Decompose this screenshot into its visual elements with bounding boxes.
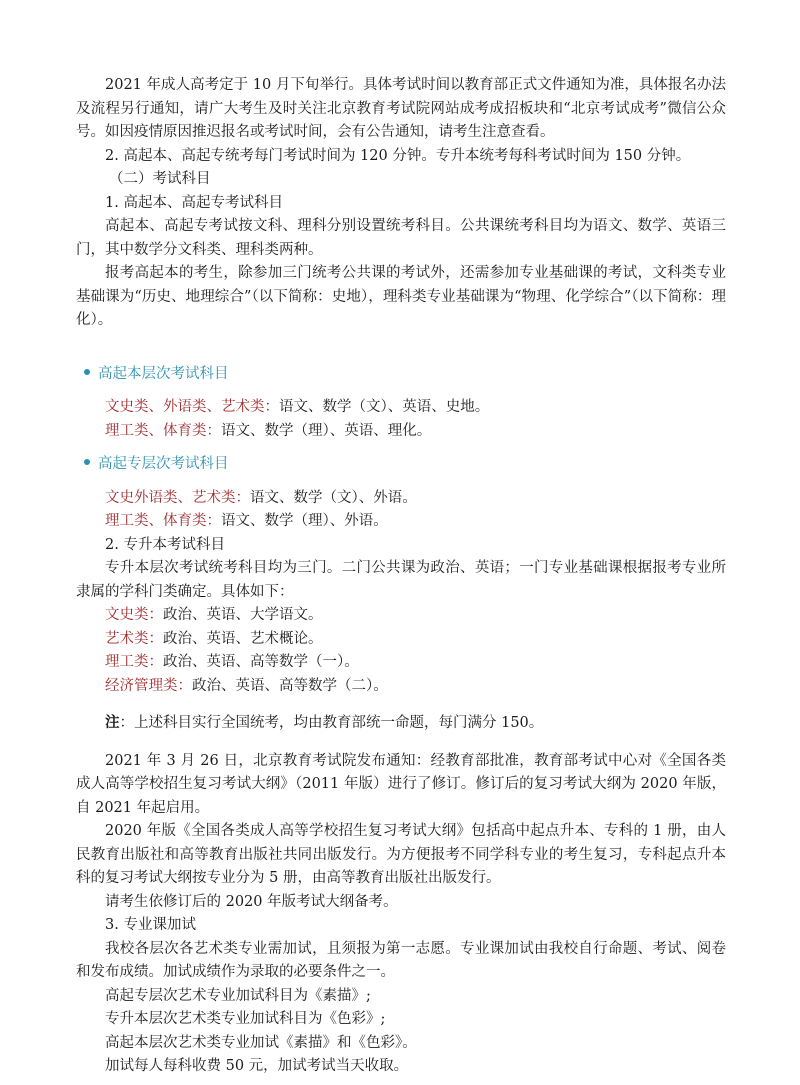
bullet-dot-icon xyxy=(84,459,90,465)
zsb-subject-line xyxy=(76,675,726,699)
category-label: 文史类： xyxy=(105,607,163,623)
category-label: 理工类： xyxy=(105,654,163,670)
subheading-zsb: 2. 专升本考试科目 xyxy=(105,536,225,553)
document-body xyxy=(76,74,726,1079)
gqb-subject-line xyxy=(76,396,726,420)
category-label: 经济管理类： xyxy=(105,677,192,694)
subject-list: 语文、数学（文）、英语、史地。 xyxy=(279,399,490,415)
gqz-subject-line xyxy=(76,510,726,534)
category-label: 艺术类： xyxy=(105,630,163,647)
note-line xyxy=(76,712,726,736)
paragraph-exam-date: 2021 年成人高考定于 10 月下旬举行。具体考试时间以教育部正式文件通知为准，具体报名办法及流程另行通知，请广大考生及时关注北京教育考试院网站成考成招板块和“北京考试成考”微信公众号。如因疫情原因推迟报名或考试时间，会有公告通知，请考生注意查看。 xyxy=(76,77,726,140)
gqb-subject-line xyxy=(76,420,726,444)
subject-list: 政治、英语、大学语文。 xyxy=(163,607,323,623)
subject-list: 政治、英语、高等数学（一）。 xyxy=(163,654,359,670)
category-label: 文史外语类、艺术类： xyxy=(105,489,250,506)
subheading-gqb-gqz: 1. 高起本、高起专考试科目 xyxy=(105,194,283,211)
note-label: 注 xyxy=(105,715,120,731)
note-text: ：上述科目实行全国统考，均由教育部统一命题，每门满分 150。 xyxy=(119,715,544,731)
art-exam-line: 高起本层次艺术类专业加试《素描》和《色彩》。 xyxy=(105,1034,417,1051)
bullet-heading-gqz-text: 高起专层次考试科目 xyxy=(98,456,229,472)
subject-list: 语文、数学（理）、外语。 xyxy=(221,513,388,529)
paragraph-extra-exam: 我校各层次各艺术类专业需加试，且须报为第一志愿。专业课加试由我校自行命题、考试、阅卷和发布成绩。加试成绩作为录取的必要条件之一。 xyxy=(76,940,726,980)
category-label: 理工类、体育类： xyxy=(105,513,221,529)
subheading-extra-exam: 3. 专业课加试 xyxy=(105,917,196,933)
bullet-dot-icon xyxy=(84,369,90,375)
zsb-subject-line xyxy=(76,651,726,675)
paragraph-gqb-basic-courses: 报考高起本的考生，除参加三门统考公共课的考试外，还需参加专业基础课的考试，文科类专业基础课为“历史、地理综合”（以下简称：史地），理科类专业基础课为“物理、化学综合”（以下简称：理化）。 xyxy=(76,265,726,328)
section-heading-subjects: （二）考试科目 xyxy=(109,171,211,187)
item-exam-duration: 2. 高起本、高起专统考每门考试时间为 120 分钟。专升本统考每科考试时间为 150 分钟。 xyxy=(105,147,691,164)
art-exam-line: 专升本层次艺术类专业加试科目为《色彩》; xyxy=(105,1011,386,1027)
subject-list: 语文、数学（文）、外语。 xyxy=(250,489,417,506)
subject-list: 政治、英语、高等数学（二）。 xyxy=(192,677,388,694)
subject-list: 政治、英语、艺术概论。 xyxy=(163,630,323,647)
subject-list: 语文、数学（理）、英语、理化。 xyxy=(221,422,432,439)
zsb-subject-line xyxy=(76,604,726,628)
paragraph-public-courses: 高起本、高起专考试按文科、理科分别设置统考科目。公共课统考科目均为语文、数学、英语三门，其中数学分文科类、理科类两种。 xyxy=(76,218,726,258)
category-label: 理工类、体育类： xyxy=(105,422,221,439)
zsb-subject-line xyxy=(76,628,726,652)
paragraph-syllabus-reminder: 请考生依修订后的 2020 年版考试大纲备考。 xyxy=(105,893,398,910)
art-exam-line: 高起专层次艺术专业加试科目为《素描》; xyxy=(105,987,371,1004)
bullet-heading-gqb-text: 高起本层次考试科目 xyxy=(98,365,229,382)
paragraph-syllabus-revision: 2021 年 3 月 26 日，北京教育考试院发布通知：经教育部批准，教育部考试中心对《全国各类成人高等学校招生复习考试大纲》（2011 年版）进行了修订。修订后的复习考试大纲为 2020 年版，自 2021 年起启用。 xyxy=(76,752,726,816)
bullet-heading-gqb xyxy=(76,363,726,387)
paragraph-zsb-subjects: 专升本层次考试统考科目均为三门。二门公共课为政治、英语；一门专业基础课根据报考专业所隶属的学科门类确定。具体如下： xyxy=(76,560,726,600)
category-label: 文史类、外语类、艺术类： xyxy=(105,399,279,415)
gqz-subject-line xyxy=(76,487,726,511)
paragraph-syllabus-2020: 2020 年版《全国各类成人高等学校招生复习考试大纲》包括高中起点升本、专科的 1 册，由人民教育出版社和高等教育出版社共同出版发行。为方便报考不同学科专业的考生复习，专科起点升本科的复习考试大纲按专业分为 5 册，由高等教育出版社出版发行。 xyxy=(76,823,726,886)
art-exam-fee-line: 加试每人每科收费 50 元，加试考试当天收取。 xyxy=(105,1058,409,1074)
bullet-heading-gqz xyxy=(76,453,726,477)
